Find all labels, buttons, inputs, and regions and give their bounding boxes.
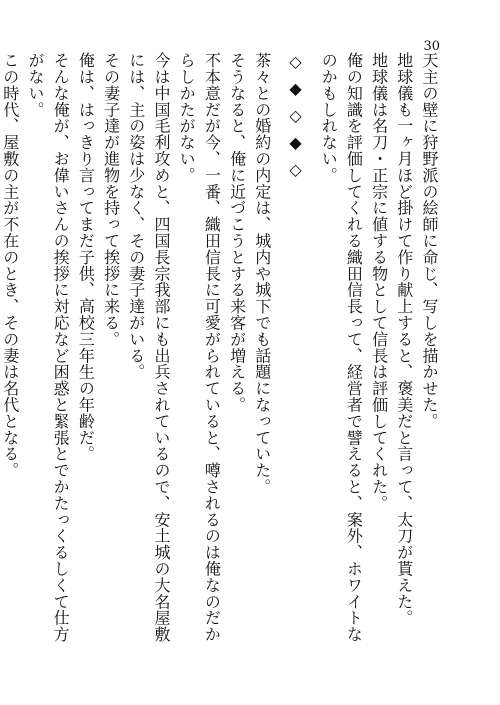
paragraph-4: 俺の知識を評価してくれる織田信長って、経営者で譬えると、案外、ホワイトなのかもしれない。 xyxy=(319,52,364,643)
paragraph-12: この時代、屋敷の主が不在のとき、その妻は名代となる。 xyxy=(0,52,20,479)
blank-line xyxy=(275,52,283,652)
vertical-text-body xyxy=(0,52,442,652)
paragraph-11: そんな俺が、お偉いさんの挨拶に対応など困惑と緊張とでかたっくるしくて仕方がない。 xyxy=(25,52,71,643)
blank-line xyxy=(308,52,316,652)
page-number: 30 xyxy=(423,39,440,54)
paragraph-2: 地球儀も一ヶ月ほど掛けて作り献上すると、褒美だと言って、太刀が貰えた。 xyxy=(394,52,414,626)
paragraph-10: 俺は、はっきり言ってまだ子供、高校三年生の年齢だ。 xyxy=(76,52,96,462)
paragraph-5: 茶々との婚約の内定は、城内や城下でも話題になっていた。 xyxy=(252,52,272,495)
paragraph-7: 不本意だが今、一番、織田信長に可愛がられていると、噂されるのは俺なのだからしかたがない。 xyxy=(177,52,222,643)
paragraph-6: そうなると、俺に近づこうとする来客が増える。 xyxy=(227,52,247,413)
section-divider: ◇◆◇◆◇ xyxy=(285,52,305,187)
paragraph-3: 地球儀は名刀・正宗に値する物として信長は評価してくれた。 xyxy=(369,52,389,512)
paragraph-8: 今は中国毛利攻めと、四国長宗我部にも出兵されているので、安土城の大名屋敷には、主の姿は少なく、その妻子達がいる。 xyxy=(126,52,171,643)
paragraph-9: その妻子達が進物を持って挨拶に来る。 xyxy=(101,52,121,348)
paragraph-1: 天主の壁に狩野派の絵師に命じ、写しを描かせた。 xyxy=(420,52,439,430)
